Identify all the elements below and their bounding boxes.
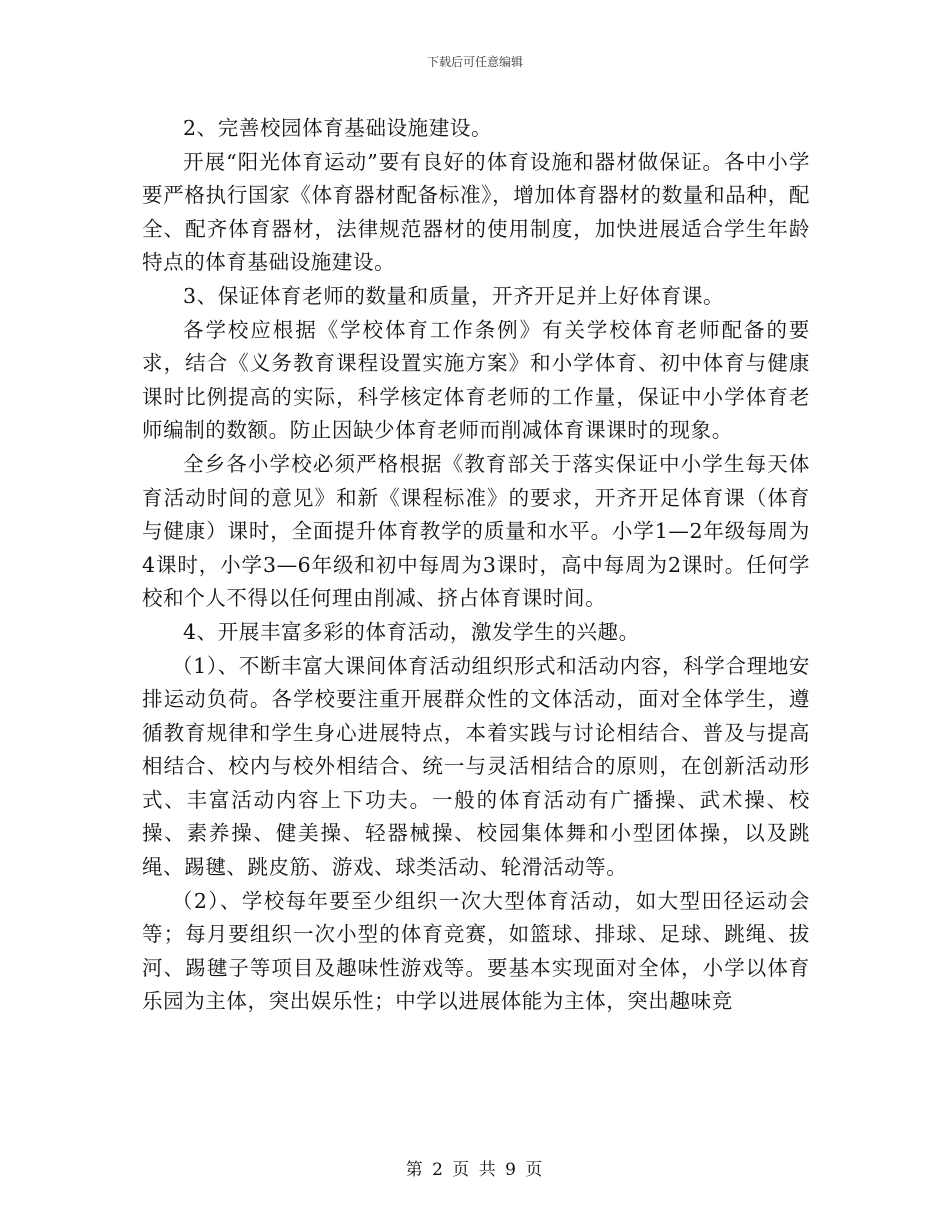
page-number: 第 2 页 共 9 页: [405, 1160, 545, 1180]
paragraph: 各学校应根据《学校体育工作条例》有关学校体育老师配备的要求，结合《义务教育课程设置实施方案》和小学体育、初中体育与健康课时比例提高的实际，科学核定体育老师的工作量，保证中小学体育老师编制的数额。防止因缺少体育老师而削减体育课课时的现象。: [142, 317, 810, 443]
heading-2: 2、完善校园体育基础设施建设。: [183, 116, 493, 140]
heading-4: 4、开展丰富多彩的体育活动，激发学生的兴趣。: [183, 619, 640, 644]
heading-3: 3、保证体育老师的数量和质量，开齐开足并上好体育课。: [183, 283, 725, 308]
paragraph: 开展“阳光体育运动”要有良好的体育设施和器材做保证。各中小学要严格执行国家《体育器材配备标准》，增加体育器材的数量和品种，配全、配齐体育器材，法律规范器材的使用制度，加快进展适合学生年龄特点的体育基础设施建设。: [142, 149, 810, 275]
paragraph: （2）、学校每年要至少组织一次大型体育活动，如大型田径运动会等；每月要组织一次小型的体育竞赛，如篮球、排球、足球、跳绳、拔河、踢毽子等项目及趣味性游戏等。要基本实现面对全体，小学以体育乐园为主体，突出娱乐性；中学以进展体能为主体，突出趣味竞: [142, 888, 810, 1014]
document-body: [142, 112, 810, 1019]
page-header: 下载后可任意编辑: [426, 55, 523, 69]
paragraph: 全乡各小学校必须严格根据《教育部关于落实保证中小学生每天体育活动时间的意见》和新《课程标准》的要求，开齐开足体育课（体育与健康）课时，全面提升体育教学的质量和水平。小学1—2年级每周为4课时，小学3—6年级和初中每周为3课时，高中每周为2课时。任何学校和个人不得以任何理由削减、挤占体育课时间。: [142, 451, 810, 611]
paragraph: （1）、不断丰富大课间体育活动组织形式和活动内容，科学合理地安排运动负荷。各学校要注重开展群众性的文体活动，面对全体学生，遵循教育规律和学生身心进展特点，本着实践与讨论相结合、普及与提高相结合、校内与校外相结合、统一与灵活相结合的原则，在创新活动形式、丰富活动内容上下功夫。一般的体育活动有广播操、武术操、校操、素养操、健美操、轻器械操、校园集体舞和小型团体操，以及跳绳、踢毽、跳皮筋、游戏、球类活动、轮滑活动等。: [142, 653, 810, 880]
